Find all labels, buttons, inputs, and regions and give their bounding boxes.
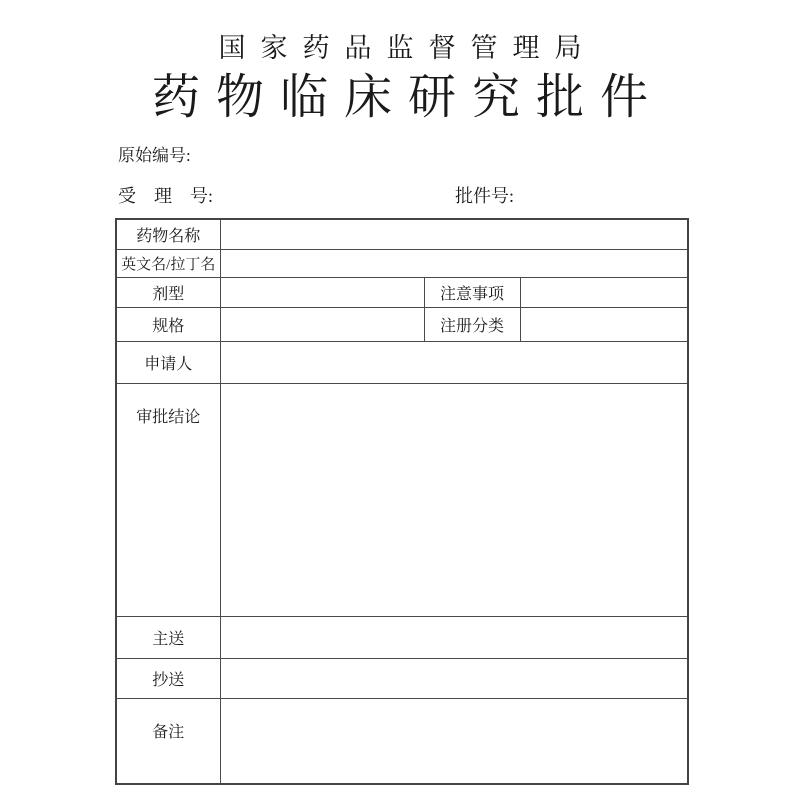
copy-recipient-label: 抄送 xyxy=(116,658,220,698)
org-name-heading: 国家药品监督管理局 xyxy=(218,33,597,63)
row-copy-recipient xyxy=(116,658,688,698)
acceptance-number-label: 受 理 号: xyxy=(118,186,214,206)
approval-form-table xyxy=(115,218,689,785)
specification-label: 规格 xyxy=(116,307,220,341)
approval-conclusion-value xyxy=(220,383,688,616)
document-title: 药物临床研究批件 xyxy=(151,71,664,124)
english-latin-name-label: 英文名/拉丁名 xyxy=(116,249,220,277)
drug-name-value xyxy=(220,219,688,249)
approval-number-label: 批件号: xyxy=(455,186,515,206)
row-dosage-form xyxy=(116,277,688,307)
english-latin-name-value xyxy=(220,249,688,277)
remarks-value xyxy=(220,698,688,784)
specification-value xyxy=(220,307,424,341)
drug-name-label: 药物名称 xyxy=(116,219,220,249)
main-recipient-label: 主送 xyxy=(116,616,220,658)
original-number-label: 原始编号: xyxy=(118,146,191,165)
row-remarks xyxy=(116,698,688,784)
applicant-label: 申请人 xyxy=(116,341,220,383)
row-english-latin-name xyxy=(116,249,688,277)
row-approval-conclusion xyxy=(116,383,688,616)
registration-category-value xyxy=(520,307,688,341)
row-applicant xyxy=(116,341,688,383)
precautions-label: 注意事项 xyxy=(424,277,520,307)
approval-conclusion-label: 审批结论 xyxy=(116,383,220,616)
row-drug-name xyxy=(116,219,688,249)
registration-category-label: 注册分类 xyxy=(424,307,520,341)
dosage-form-label: 剂型 xyxy=(116,277,220,307)
applicant-value xyxy=(220,341,688,383)
copy-recipient-value xyxy=(220,658,688,698)
precautions-value xyxy=(520,277,688,307)
remarks-label: 备注 xyxy=(116,698,220,784)
row-main-recipient xyxy=(116,616,688,658)
dosage-form-value xyxy=(220,277,424,307)
row-specification xyxy=(116,307,688,341)
main-recipient-value xyxy=(220,616,688,658)
